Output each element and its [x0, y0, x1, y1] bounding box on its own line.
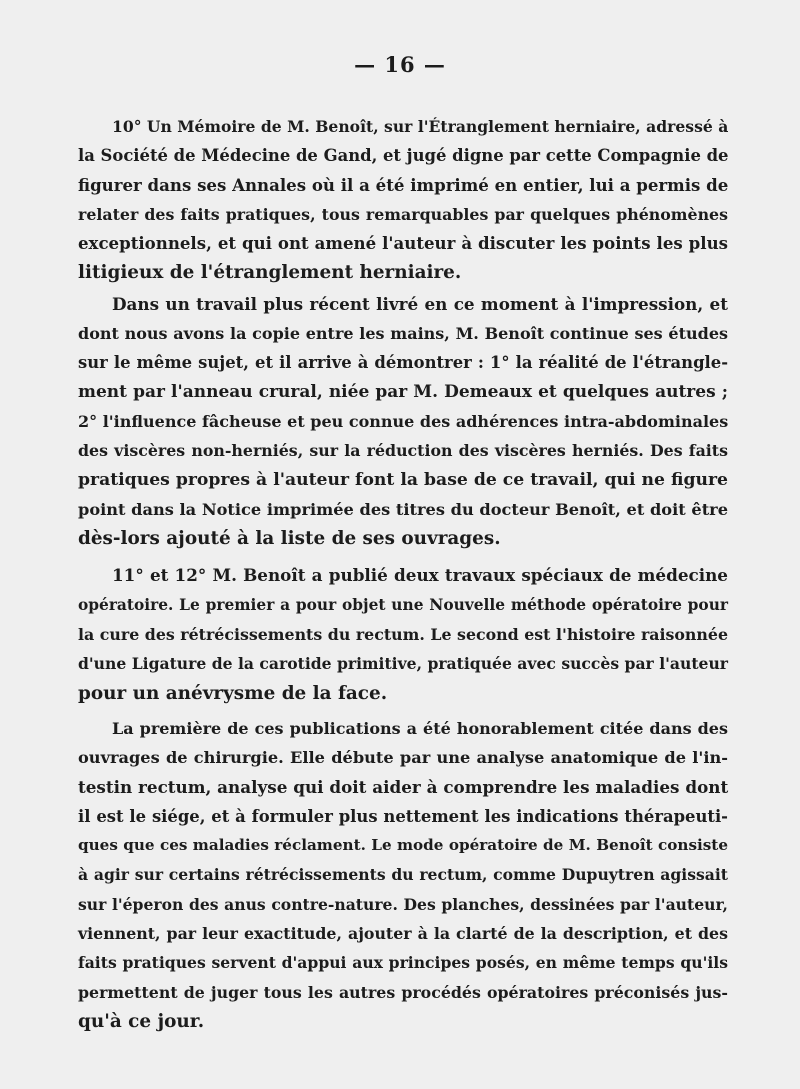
- text-line: permettent de juger tous les autres procédés opératoires préconisés jus-: [78, 982, 728, 1002]
- text-line: pour un anévrysme de la face.: [78, 682, 388, 704]
- text-line: la Société de Médecine de Gand, et jugé digne par cette Compagnie de: [78, 146, 729, 166]
- text-line: ment par l'anneau crural, niée par M. Demeaux et quelques autres ;: [78, 381, 728, 402]
- text-line: litigieux de l'étranglement herniaire.: [78, 262, 462, 284]
- text-line: pratiques propres à l'auteur font la base de ce travail, qui ne figure: [78, 469, 728, 490]
- text-line: dont nous avons la copie entre les mains, M. Benoît continue ses études: [78, 324, 728, 344]
- text-line: relater des faits pratiques, tous remarquables par quelques phénomènes: [78, 204, 728, 224]
- text-line: des viscères non-herniés, sur la réduction des viscères herniés. Des faits: [78, 441, 728, 461]
- text-line: 10° Un Mémoire de M. Benoît, sur l'Étranglement herniaire, adressé à: [112, 117, 729, 136]
- text-line: ouvrages de chirurgie. Elle débute par une analyse anatomique de l'in-: [78, 748, 728, 768]
- text-line: la cure des rétrécissements du rectum. Le second est l'histoire raisonnée: [78, 625, 728, 645]
- text-line: testin rectum, analyse qui doit aider à comprendre les maladies dont: [78, 776, 729, 797]
- body-text: [78, 112, 728, 1036]
- page-number: — 16 —: [354, 52, 446, 77]
- text-line: à agir sur certains rétrécissements du rectum, comme Dupuytren agissait: [78, 865, 728, 885]
- text-line: opératoire. Le premier a pour objet une Nouvelle méthode opératoire pour: [78, 595, 728, 614]
- text-line: viennent, par leur exactitude, ajouter à la clarté de la description, et des: [78, 924, 728, 944]
- text-line: sur l'éperon des anus contre-nature. Des planches, dessinées par l'auteur,: [78, 894, 728, 914]
- text-line: qu'à ce jour.: [78, 1010, 205, 1032]
- text-line: 11° et 12° M. Benoît a publié deux travaux spéciaux de médecine: [112, 565, 728, 586]
- text-line: point dans la Notice imprimée des titres du docteur Benoît, et doit être: [78, 499, 728, 519]
- text-line: Dans un travail plus récent livré en ce moment à l'impression, et: [112, 293, 728, 314]
- text-line: d'une Ligature de la carotide primitive, pratiquée avec succès par l'auteur: [78, 654, 729, 674]
- text-line: sur le même sujet, et il arrive à démontrer : 1° la réalité de l'étrangle-: [78, 353, 728, 373]
- paragraph-medecine-operatoire: [78, 561, 728, 707]
- paragraph-premiere-publication: [78, 714, 728, 1036]
- text-line: exceptionnels, et qui ont amené l'auteur à discuter les points les plus: [78, 233, 728, 254]
- text-line: dès-lors ajouté à la liste de ses ouvrages.: [78, 528, 501, 550]
- text-line: 2° l'influence fâcheuse et peu connue des adhérences intra-abdominales: [78, 411, 729, 431]
- text-line: La première de ces publications a été honorablement citée dans des: [112, 718, 728, 738]
- paragraph-etranglement-herniaire: [78, 112, 728, 288]
- paragraph-travail-recent: [78, 290, 728, 554]
- text-line: il est le siége, et à formuler plus nettement les indications thérapeuti-: [78, 806, 728, 826]
- text-line: ques que ces maladies réclament. Le mode opératoire de M. Benoît consiste: [78, 836, 728, 855]
- text-line: figurer dans ses Annales où il a été imprimé en entier, lui a permis de: [78, 174, 729, 195]
- text-line: faits pratiques servent d'appui aux principes posés, en même temps qu'ils: [78, 953, 728, 973]
